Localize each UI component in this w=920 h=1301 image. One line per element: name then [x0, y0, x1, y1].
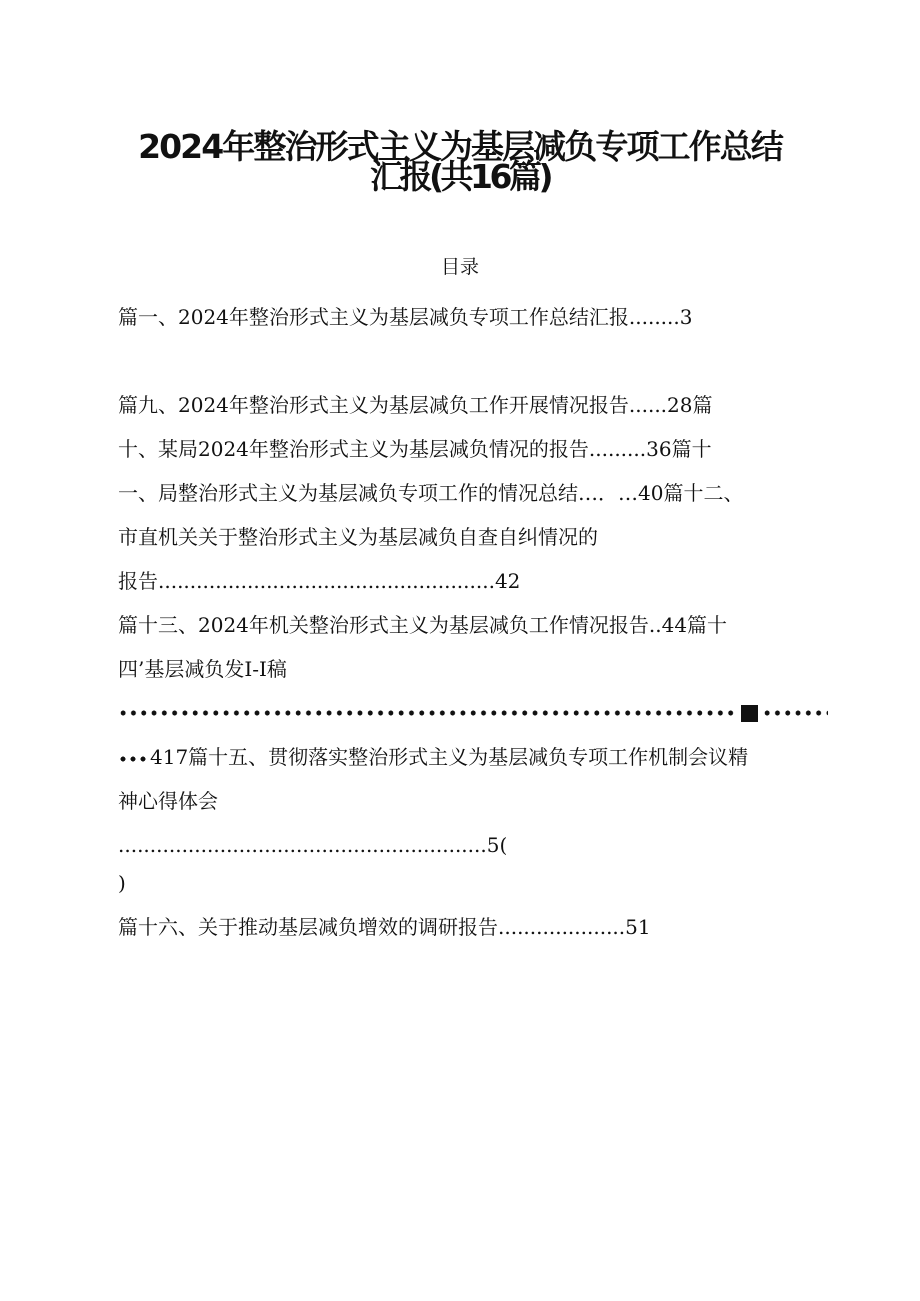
dot-leader-row [118, 703, 828, 723]
toc-entry-line-2: 篇九、2024年整治形式主义为基层减负工作开展情况报告......28篇 [118, 393, 713, 417]
black-square-icon [741, 705, 758, 722]
dot-leader-prefix [118, 756, 148, 762]
toc-heading: 目录 [440, 256, 479, 278]
toc-entry-line-1: 篇一、2024年整治形式主义为基层减负专项工作总结汇报........3 [118, 305, 693, 329]
toc-entry-line-9 [118, 747, 748, 767]
toc-entry-line-10: 神心得体会 [118, 789, 218, 813]
toc-entry-line-11: ..........................................................5( [118, 833, 508, 857]
toc-entry-line-5: 市直机关关于整治形式主义为基层减负自查自纠情况的 [118, 525, 598, 549]
document-title-line-1: 2024年整治形式主义为基层减负专项工作总结 [138, 127, 782, 166]
toc-entry-line-9-text: 417篇十五、贯彻落实整治形式主义为基层减负专项工作机制会议精 [150, 745, 749, 769]
dot-leader-right [762, 710, 828, 716]
toc-entry-line-13: 篇十六、关于推动基层减负增效的调研报告....................51 [118, 915, 651, 939]
document-title-line-2: 汇报(共16篇) [369, 157, 551, 196]
toc-entry-line-7: 篇十三、2024年机关整治形式主义为基层减负工作情况报告..44篇十 [118, 613, 728, 637]
toc-entry-line-8: 四’基层减负发I-I稿 [118, 657, 287, 681]
toc-entry-line-3: 十、某局2024年整治形式主义为基层减负情况的报告.........36篇十 [118, 437, 712, 461]
toc-entry-line-6: 报告.....................................................42 [118, 569, 521, 593]
toc-entry-line-4: 一、局整治形式主义为基层减负专项工作的情况总结…．…40篇十二、 [118, 481, 744, 505]
dot-leader-left [118, 710, 737, 716]
toc-entry-line-12: ) [118, 871, 126, 895]
